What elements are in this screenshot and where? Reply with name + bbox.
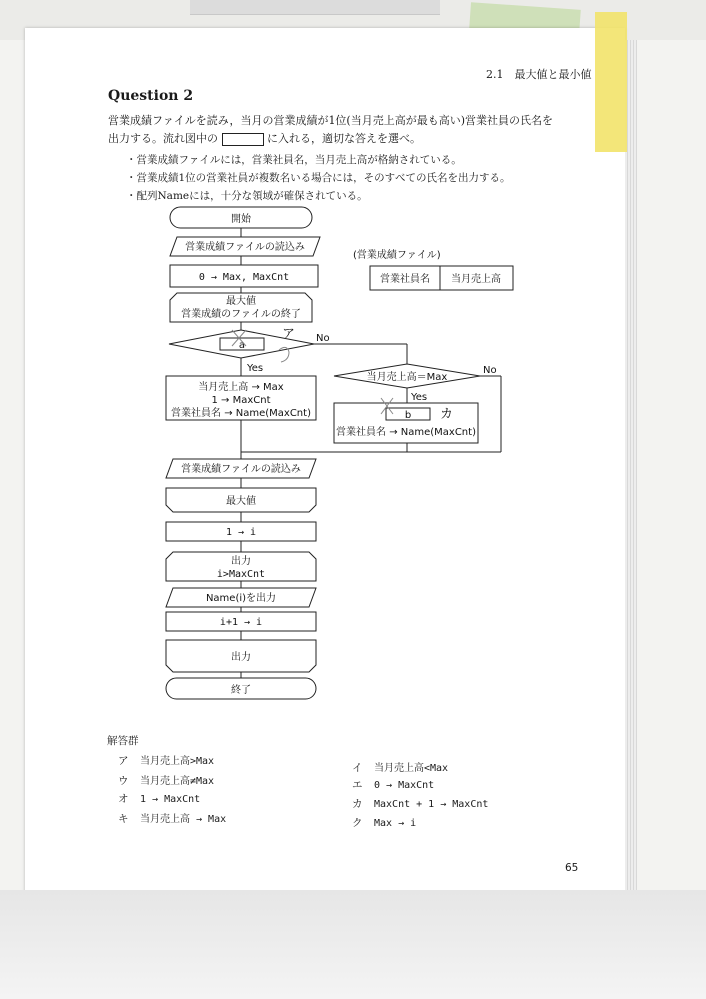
- cond-equal-max: 当月売上高＝Max: [366, 372, 448, 383]
- file-label: (営業成績ファイル): [353, 250, 441, 261]
- answer-item-ka: カ MaxCnt + 1 → MaxCnt: [352, 798, 489, 810]
- bullet-1: ・営業成績ファイルには，営業社員名，当月売上高が格納されている。: [126, 154, 462, 166]
- assign-maxcnt: 1 → MaxCnt: [211, 395, 271, 406]
- bullet-3: ・配列Nameには，十分な領域が確保されている。: [126, 190, 368, 202]
- loop1-bottom: 最大値: [226, 496, 256, 507]
- page-number: 65: [565, 862, 579, 874]
- answer-item-ku: ク Max → i: [352, 817, 417, 829]
- answer-item-i: イ 当月売上高<Max: [352, 762, 449, 774]
- loop1-top-condition: 営業成績のファイルの終了: [181, 309, 301, 320]
- yes-label-a: Yes: [247, 363, 264, 374]
- answer-item-u: ウ 当月売上高≠Max: [118, 775, 215, 787]
- answer-item-e: エ 0 → MaxCnt: [352, 779, 435, 791]
- assign-name-1: 営業社員名 → Name(MaxCnt): [171, 408, 311, 419]
- assign-max: 当月売上高 → Max: [198, 382, 284, 393]
- blank-a: a: [238, 340, 246, 351]
- loop2-top-condition: i>MaxCnt: [216, 569, 266, 580]
- start-terminal: 開始: [231, 214, 251, 225]
- answer-item-o: オ 1 → MaxCnt: [118, 793, 201, 805]
- loop2-top-name: 出力: [231, 556, 251, 567]
- blank-b: b: [404, 410, 412, 421]
- question-title: Question 2: [108, 88, 194, 104]
- file-field-name: 営業社員名: [380, 274, 430, 285]
- answer-item-a: ア 当月売上高>Max: [118, 755, 215, 767]
- question-line-2: 出力する。流れ図中の に入れる，適切な答えを選べ。: [108, 132, 421, 145]
- read-file-2: 営業成績ファイルの読込み: [181, 464, 301, 475]
- output-name: Name(i)を出力: [205, 593, 277, 604]
- answer-item-ki: キ 当月売上高 → Max: [118, 813, 227, 825]
- pencil-mark-1: ア: [282, 327, 296, 342]
- bullet-2: ・営業成績1位の営業社員が複数名いる場合には，そのすべての氏名を出力する。: [126, 172, 511, 184]
- read-file-1: 営業成績ファイルの読込み: [185, 242, 305, 253]
- answer-group-title: 解答群: [107, 735, 139, 747]
- no-label-a: No: [316, 333, 330, 344]
- assign-name-2: 営業社員名 → Name(MaxCnt): [336, 427, 476, 438]
- loop2-bottom: 出力: [231, 652, 251, 663]
- no-label-eq: No: [483, 365, 497, 376]
- yes-label-eq: Yes: [411, 392, 428, 403]
- assign-i: 1 → i: [225, 527, 257, 538]
- end-terminal: 終了: [231, 685, 251, 696]
- section-header: 2.1 最大値と最小値: [486, 68, 592, 81]
- init-process: 0 → Max, MaxCnt: [198, 272, 290, 283]
- pencil-mark-2: カ: [440, 407, 454, 422]
- question-line-1: 営業成績ファイルを読み，当月の営業成績が1位(当月売上高が最も高い)営業社員の氏名を: [108, 114, 554, 127]
- file-field-sales: 当月売上高: [451, 274, 501, 285]
- loop1-top-name: 最大値: [226, 296, 256, 307]
- increment-i: i+1 → i: [219, 617, 263, 628]
